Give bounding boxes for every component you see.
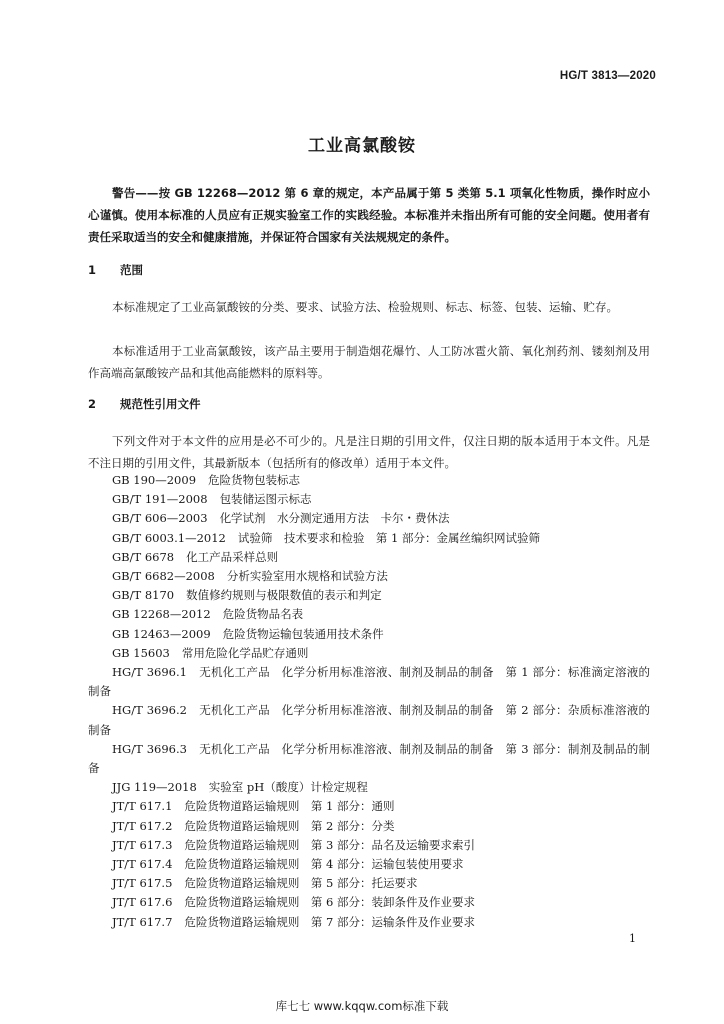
warning-paragraph: 警告——按 GB 12268—2012 第 6 章的规定，本产品属于第 5 类第 5.1 项氧化性物质，操作时应小心谨慎。使用本标准的人员应有正规实验室工作的实践经验。本标准并未指出所有可能的安全问题。使用者有责任采取适当的安全和健康措施，并保证符合国家有关法规规定的条件。 [88,186,650,244]
reference-title: 包装储运图示标志 [219,492,312,507]
reference-item [88,817,650,836]
reference-code: GB 190—2009 [112,473,197,487]
reference-item [88,548,650,567]
reference-title: 数值修约规则与极限数值的表示和判定 [186,588,382,603]
reference-title: 危险货物包装标志 [208,473,301,487]
reference-item [88,893,650,912]
reference-item [88,874,650,893]
reference-code: JT/T 617.4 [112,857,173,872]
section-number: 1 [88,263,97,277]
reference-code: GB/T 6678 [112,549,175,564]
reference-item [88,701,650,739]
reference-title: 无机化工产品 化学分析用标准溶液、制剂及制品的制备 第 3 部分：制剂及制品的制备 [88,741,650,776]
reference-title: 常用危险化学品贮存通则 [181,645,309,660]
reference-title: 分析实验室用水规格和试验方法 [226,569,388,584]
reference-item [88,605,650,624]
reference-item [88,529,650,548]
reference-title: 实验室 pH（酸度）计检定规程 [208,780,368,795]
reference-item [88,471,650,490]
reference-list [88,471,650,932]
reference-code: GB 15603 [112,645,170,660]
references-intro-paragraph: 下列文件对于本文件的应用是必不可少的。凡是注日期的引用文件，仅注日期的版本适用于本文件。凡是不注日期的引用文件，其最新版本（包括所有的修改单）适用于本文件。 [88,434,650,470]
scope-paragraph-1: 本标准规定了工业高氯酸铵的分类、要求、试验方法、检验规则、标志、标签、包装、运输、贮存。 [112,300,618,314]
section-heading-normative-references [88,396,201,412]
reference-title: 危险货物运输包装通用技术条件 [222,626,384,641]
reference-code: HG/T 3696.1 [112,665,187,680]
reference-title: 危险货物道路运输规则 第 2 部分：分类 [184,818,395,833]
reference-code: HG/T 3696.3 [112,741,187,756]
reference-code: JT/T 617.1 [112,799,173,814]
reference-code: JT/T 617.5 [112,876,173,891]
reference-title: 危险货物道路运输规则 第 7 部分：运输条件及作业要求 [184,914,476,929]
reference-code: GB/T 6003.1—2012 [112,530,226,545]
reference-title: 化工产品采样总则 [186,549,279,564]
document-title: 工业高氯酸铵 [308,136,416,156]
reference-title: 无机化工产品 化学分析用标准溶液、制剂及制品的制备 第 1 部分：标准滴定溶液的制备 [88,665,650,699]
reference-code: GB 12463—2009 [112,626,211,641]
section-title: 规范性引用文件 [120,397,201,411]
reference-code: GB/T 606—2003 [112,511,208,526]
page-number: 1 [629,932,636,945]
reference-item [88,913,650,932]
reference-code: HG/T 3696.2 [112,703,187,718]
reference-item [88,855,650,874]
reference-code: JT/T 617.2 [112,818,173,833]
reference-title: 危险货物道路运输规则 第 5 部分：托运要求 [184,876,418,891]
reference-title: 危险货物道路运输规则 第 6 部分：装卸条件及作业要求 [184,895,476,910]
reference-title: 无机化工产品 化学分析用标准溶液、制剂及制品的制备 第 2 部分：杂质标准溶液的制备 [88,703,650,737]
reference-item [88,509,650,528]
reference-item [88,625,650,644]
reference-title: 危险货物道路运输规则 第 1 部分：通则 [184,799,395,814]
reference-title: 危险货物道路运输规则 第 3 部分：品名及运输要求索引 [184,837,476,852]
section-heading-scope [88,262,143,278]
reference-item [88,644,650,663]
reference-title: 试验筛 技术要求和检验 第 1 部分：金属丝编织网试验筛 [237,530,540,545]
reference-code: JT/T 617.3 [112,837,173,852]
reference-code: GB/T 8170 [112,588,175,603]
reference-code: GB 12268—2012 [112,607,211,622]
reference-title: 危险货物品名表 [222,607,304,622]
reference-title: 危险货物道路运输规则 第 4 部分：运输包装使用要求 [184,857,464,872]
reference-code: JT/T 617.6 [112,895,173,910]
standard-code: HG/T 3813—2020 [559,70,656,82]
section-number: 2 [88,397,97,411]
reference-item [88,797,650,816]
scope-paragraph-2: 本标准适用于工业高氯酸铵，该产品主要用于制造烟花爆竹、人工防冰雹火箭、氧化剂药剂、镂刻剂及用作高端高氯酸铵产品和其他高能燃料的原料等。 [88,344,650,380]
reference-item [88,778,650,797]
section-title: 范围 [120,263,143,277]
reference-code: GB/T 191—2008 [112,492,208,507]
reference-item [88,663,650,701]
reference-item [88,836,650,855]
reference-item [88,490,650,509]
reference-code: GB/T 6682—2008 [112,569,215,584]
reference-code: JT/T 617.7 [112,914,173,929]
reference-title: 化学试剂 水分测定通用方法 卡尔・费休法 [219,511,450,526]
reference-code: JJG 119—2018 [112,780,197,795]
footer-watermark-text: 库七七 www.kqqw.com标准下载 [275,999,449,1013]
reference-item [88,586,650,605]
reference-item [88,740,650,778]
reference-item [88,567,650,586]
